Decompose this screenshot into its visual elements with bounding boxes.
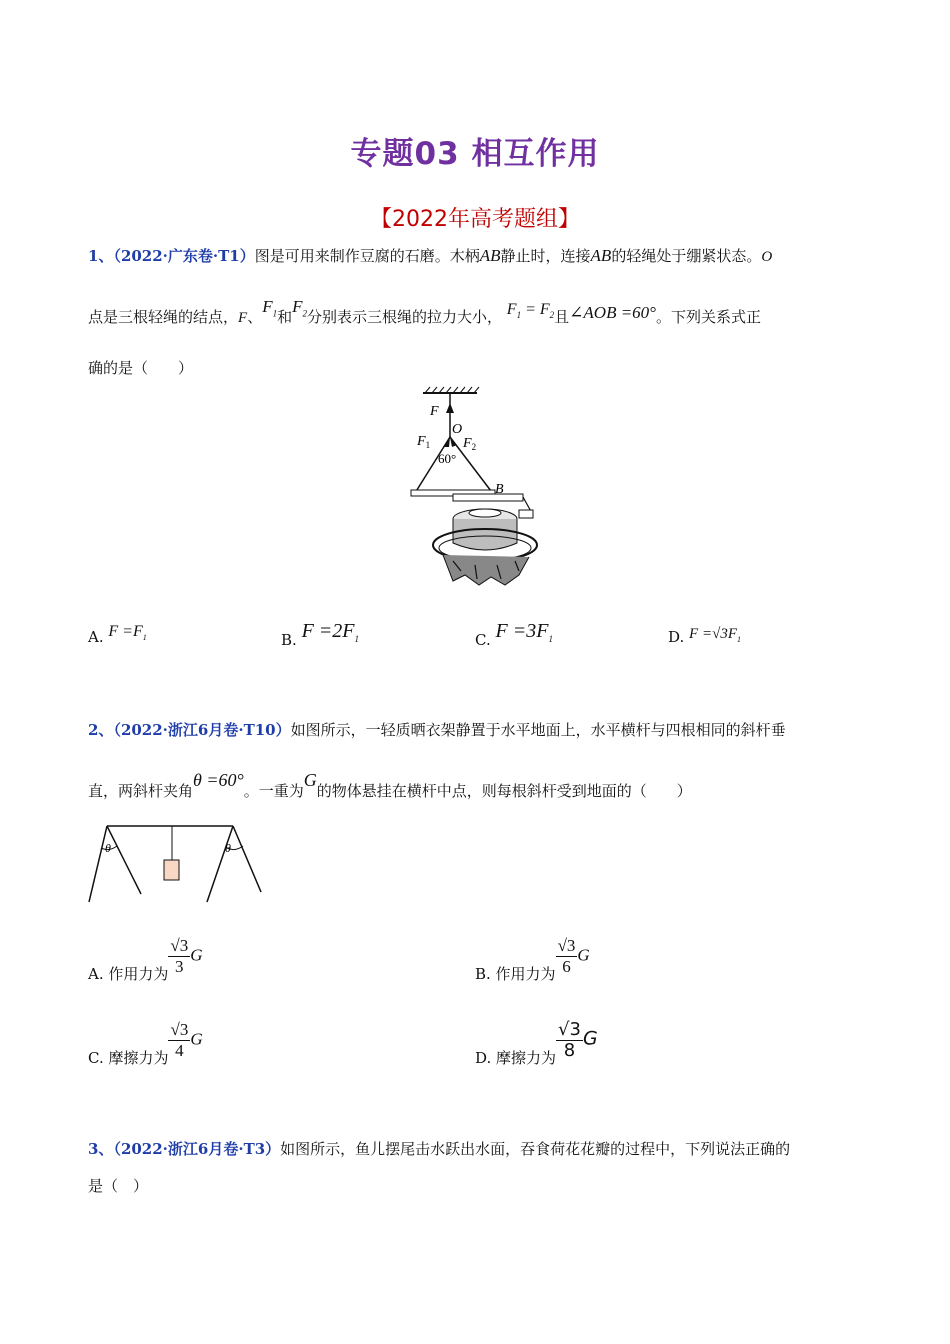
q1-text-1: 图是可用来制作豆腐的石磨。木柄 xyxy=(254,247,480,265)
q1-fig-f1-label: $F_1$ xyxy=(417,434,431,450)
q1-line3: 确的是（ ） xyxy=(88,359,194,377)
q2-fig-theta-left: θ xyxy=(105,841,111,855)
q1-option-d[interactable]: D. $F =√3F_1$ xyxy=(668,626,741,646)
q1-text-1c: 的轻绳处于绷紧状态。 xyxy=(611,247,762,265)
q2-fig-theta-right: θ xyxy=(225,841,231,855)
q1-separator: 、 xyxy=(247,308,263,326)
q3-source-tag: （2022·浙江6月卷·T3） xyxy=(113,1140,281,1158)
q2-weight-g: G xyxy=(303,770,317,790)
q1-option-b[interactable]: B. $F =2F_1$ xyxy=(281,620,360,649)
q2-option-c[interactable]: C. 摩擦力为 $\frac{√3}{4}$ G xyxy=(88,1020,203,1067)
q2-option-d[interactable]: D. 摩擦力为 $\frac{√3}{8}$ G xyxy=(475,1019,598,1067)
q1-equal-forces: $F_1 = F_2$ xyxy=(506,301,555,321)
q1-ab-2: AB xyxy=(590,246,612,265)
q1-fig-b-label: B xyxy=(495,482,504,497)
q1-f: F xyxy=(238,310,248,326)
q2-line2 xyxy=(88,770,692,801)
q3-line1 xyxy=(88,1138,790,1159)
q1-fig-o-label: O xyxy=(452,422,463,437)
q1-ab-1: AB xyxy=(479,246,501,265)
page-title: 专题03 相互作用 xyxy=(350,136,600,172)
q2-rack-figure xyxy=(85,818,265,908)
q2-option-b[interactable]: B. 作用力为 $\frac{√3}{6}$ G xyxy=(475,936,590,983)
q2-text-2a: 直，两斜杆夹角 xyxy=(88,782,194,800)
q1-text-2b: 分别表示三根绳的拉力大小， xyxy=(307,308,503,326)
q1-and: 和 xyxy=(277,308,293,326)
q3-number: 3、 xyxy=(88,1140,114,1158)
q2-number: 2、 xyxy=(88,721,114,739)
q1-text-2a: 点是三根轻绳的结点， xyxy=(88,308,239,326)
q1-text-1b: 静止时，连接 xyxy=(500,247,591,265)
q2-source-tag: （2022·浙江6月卷·T10） xyxy=(113,721,291,739)
q1-number: 1、 xyxy=(88,247,114,265)
q2-option-a[interactable]: A. 作用力为 $\frac{√3}{3}$ G xyxy=(88,936,203,983)
q3-line2: 是（ ） xyxy=(88,1177,149,1195)
q1-text-2c: 。下列关系式正 xyxy=(655,308,761,326)
q1-option-a[interactable]: A. $F =F_1$ xyxy=(88,623,147,646)
q2-line1 xyxy=(88,719,786,740)
q1-millstone-figure xyxy=(405,385,550,595)
q1-fig-f2-label: $F_2$ xyxy=(463,436,477,452)
q1-option-c[interactable]: C. $F =3F_1$ xyxy=(475,620,553,649)
q3-text-1: 如图所示，鱼儿摆尾击水跃出水面，吞食荷花花瓣的过程中，下列说法正确的 xyxy=(280,1140,791,1158)
q2-text-2b: 。一重为 xyxy=(243,782,304,800)
q2-theta: θ =60° xyxy=(193,770,244,790)
q1-line2 xyxy=(88,297,761,328)
q1-o-label: O xyxy=(761,249,773,265)
q1-fig-f-label: F xyxy=(430,404,439,419)
q1-source-tag: （2022·广东卷·T1） xyxy=(113,247,255,265)
q1-line1 xyxy=(88,245,772,266)
q2-text-2c: 的物体悬挂在横杆中点，则每根斜杆受到地面的（ ） xyxy=(316,782,692,800)
q1-f2: $F_2$ xyxy=(292,297,307,319)
q2-text-1: 如图所示，一轻质晒衣架静置于水平地面上，水平横杆与四根相同的斜杆垂 xyxy=(290,721,786,739)
section-subtitle: 【2022年高考题组】 xyxy=(370,207,580,232)
q1-qie: 且 xyxy=(554,308,570,326)
q1-angle: ∠AOB =60° xyxy=(569,303,656,322)
q1-f1: $F_1$ xyxy=(262,297,278,319)
q1-fig-angle-label: 60° xyxy=(438,451,457,466)
